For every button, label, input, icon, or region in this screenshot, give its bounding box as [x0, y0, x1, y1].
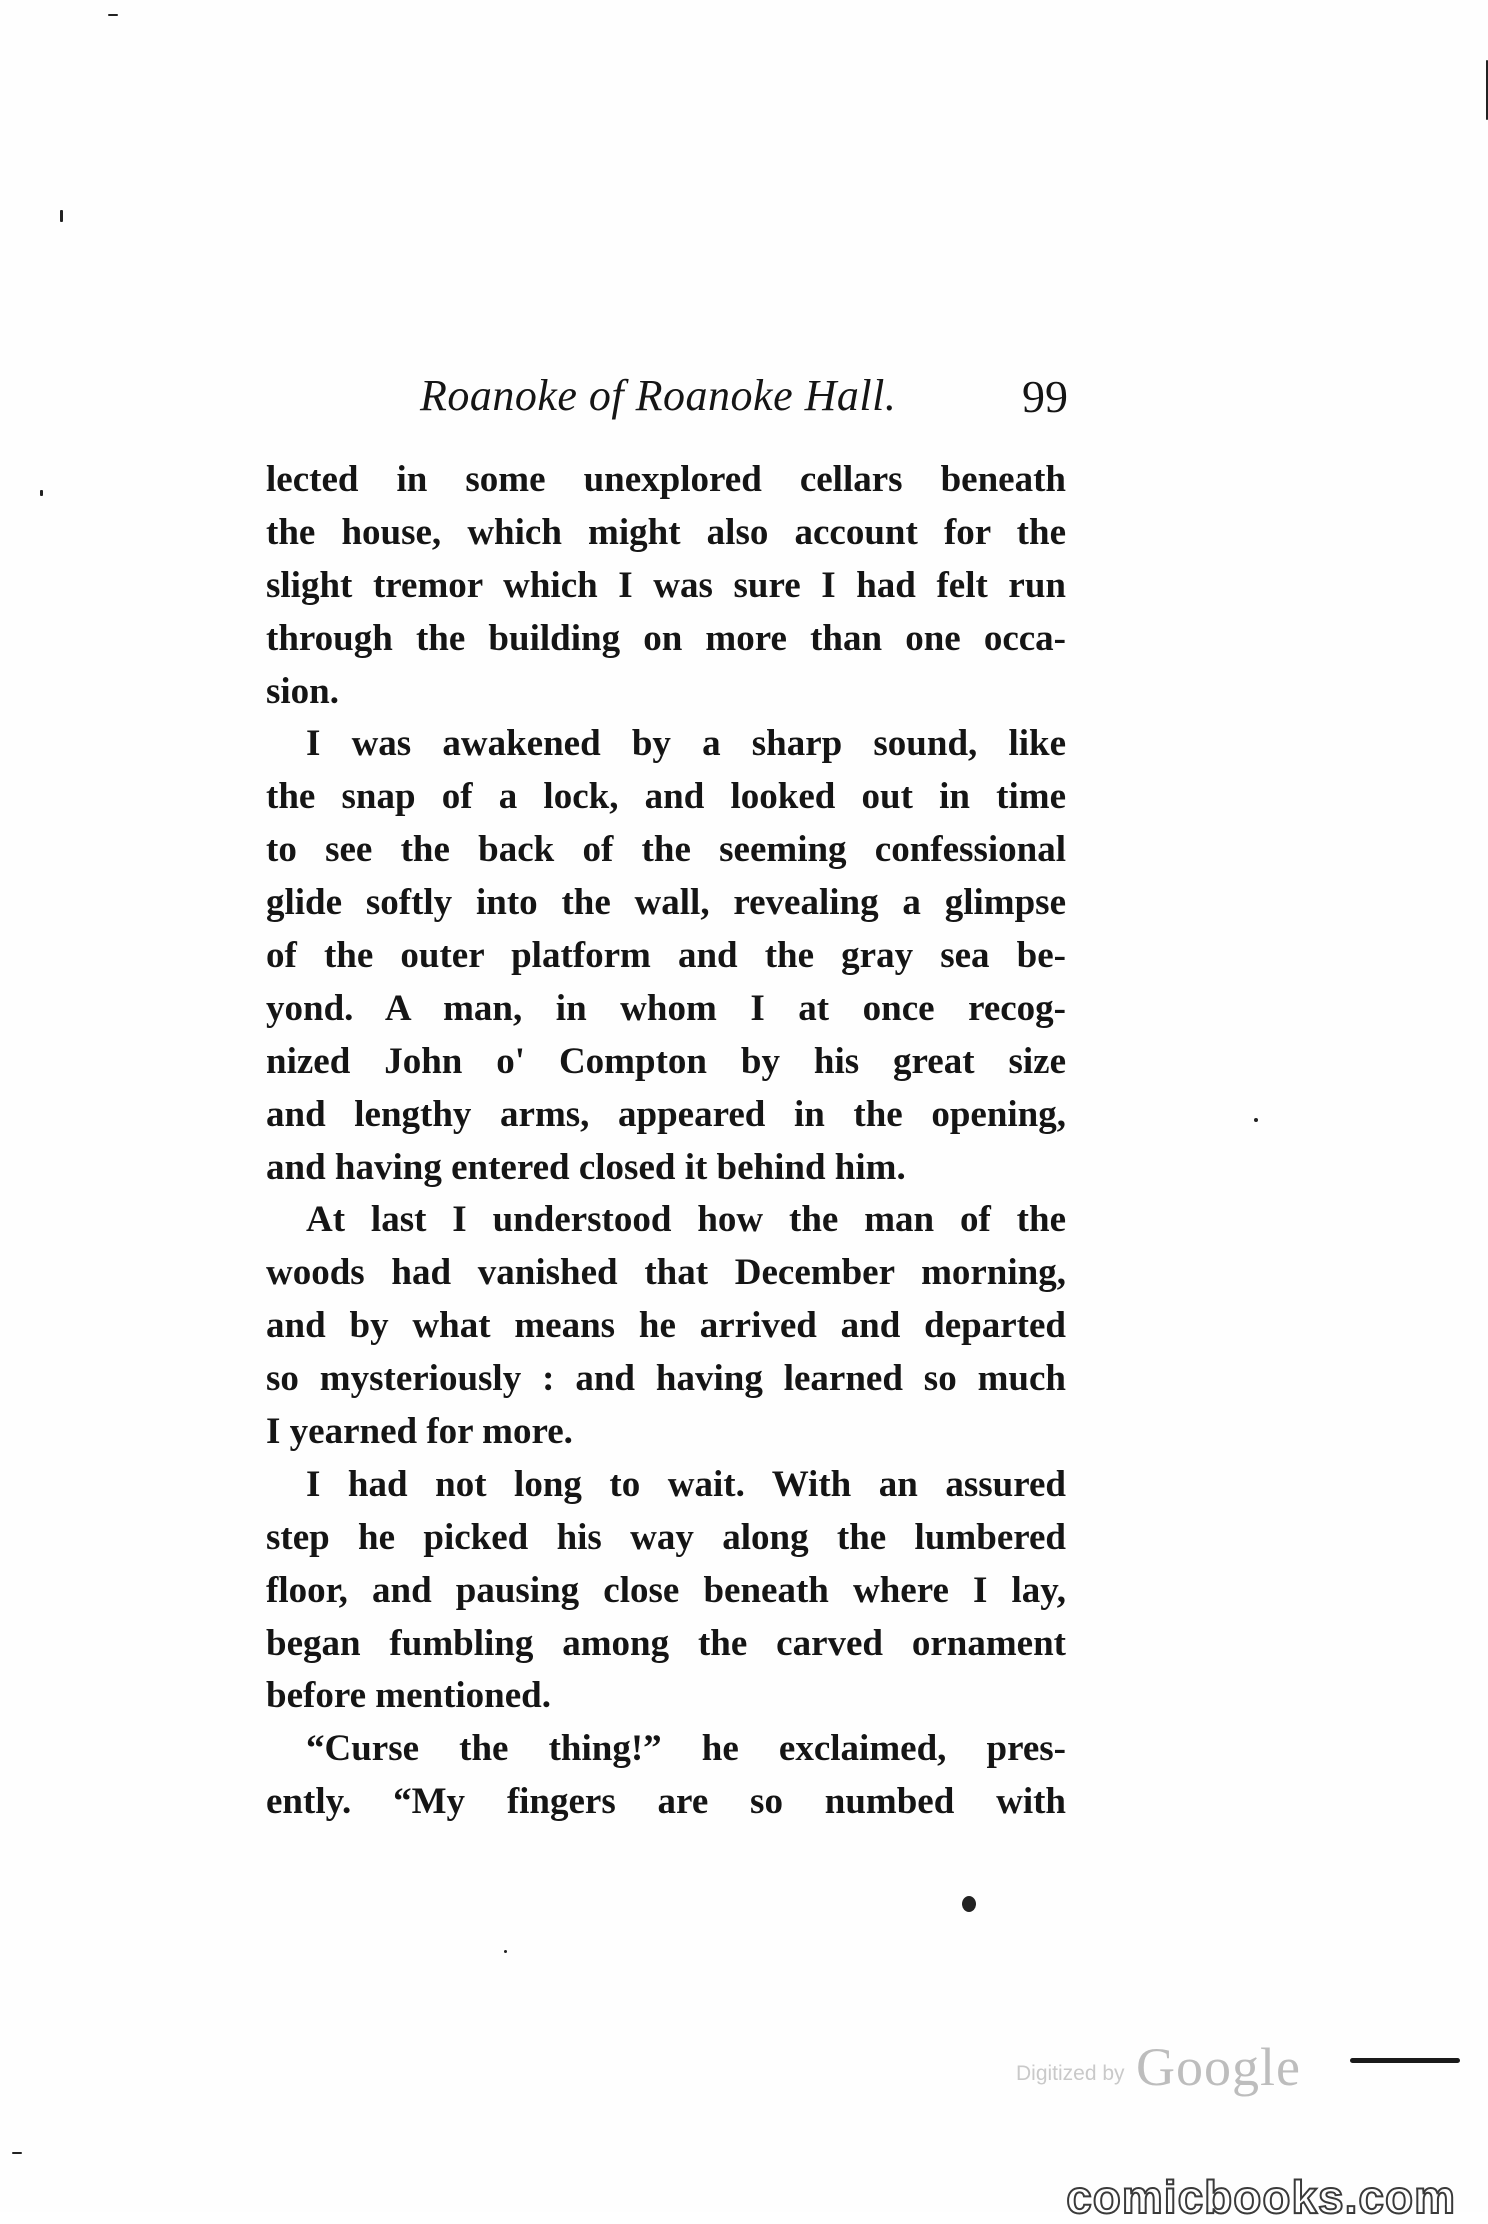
- google-logo: Google: [1136, 2037, 1301, 2097]
- text-line: “Curse the thing!” he exclaimed, pres-: [306, 1728, 1066, 1770]
- scan-speck: [60, 210, 63, 222]
- text-line: and lengthy arms, appeared in the opening,: [266, 1093, 1066, 1135]
- text-line: glide softly into the wall, revealing a glimpse: [266, 882, 1066, 924]
- text-line: floor, and pausing close beneath where I lay,: [266, 1569, 1066, 1611]
- text-line: sion.: [266, 670, 340, 712]
- text-line: I was awakened by a sharp sound, like: [306, 723, 1066, 765]
- scan-speck: [40, 490, 43, 496]
- running-head: [420, 370, 1068, 440]
- google-watermark: [938, 2037, 1438, 2100]
- text-line: nized John o' Compton by his great size: [266, 1040, 1066, 1082]
- text-line: I yearned for more.: [266, 1411, 573, 1453]
- text-line: and having entered closed it behind him.: [266, 1146, 906, 1188]
- scan-speck: [962, 1896, 976, 1912]
- page-number: 99: [1022, 371, 1068, 422]
- scan-speck: [12, 2152, 22, 2154]
- scan-speck: [108, 14, 118, 16]
- text-line: before mentioned.: [266, 1675, 551, 1717]
- text-line: to see the back of the seeming confessional: [266, 829, 1066, 871]
- digitized-by-label: Digitized by: [1016, 2062, 1125, 2085]
- text-line: step he picked his way along the lumbered: [266, 1516, 1066, 1558]
- text-line: slight tremor which I was sure I had felt run: [266, 564, 1066, 606]
- scan-speck: [504, 1950, 507, 1953]
- scan-bar: [1350, 2058, 1460, 2063]
- text-line: yond. A man, in whom I at once recog-: [266, 987, 1066, 1029]
- site-watermark: comicbooks.com: [1066, 2171, 1456, 2223]
- text-line: so mysteriously : and having learned so much: [266, 1358, 1066, 1400]
- text-line: ently. “My fingers are so numbed with: [266, 1781, 1066, 1823]
- scan-speck: [1254, 1118, 1258, 1122]
- text-line: woods had vanished that December morning,: [266, 1252, 1066, 1294]
- text-line: At last I understood how the man of the: [306, 1199, 1066, 1241]
- text-line: through the building on more than one occa-: [266, 617, 1066, 659]
- body-text: [266, 454, 1066, 1829]
- text-line: the house, which might also account for the: [266, 511, 1066, 553]
- text-line: lected in some unexplored cellars beneath: [266, 459, 1066, 500]
- text-line: I had not long to wait. With an assured: [306, 1463, 1066, 1505]
- text-line: of the outer platform and the gray sea be-: [266, 935, 1066, 977]
- text-line: and by what means he arrived and departed: [266, 1305, 1066, 1347]
- text-line: began fumbling among the carved ornament: [266, 1622, 1066, 1664]
- text-line: the snap of a lock, and looked out in time: [266, 776, 1066, 818]
- running-head-title: Roanoke of Roanoke Hall.: [420, 371, 897, 420]
